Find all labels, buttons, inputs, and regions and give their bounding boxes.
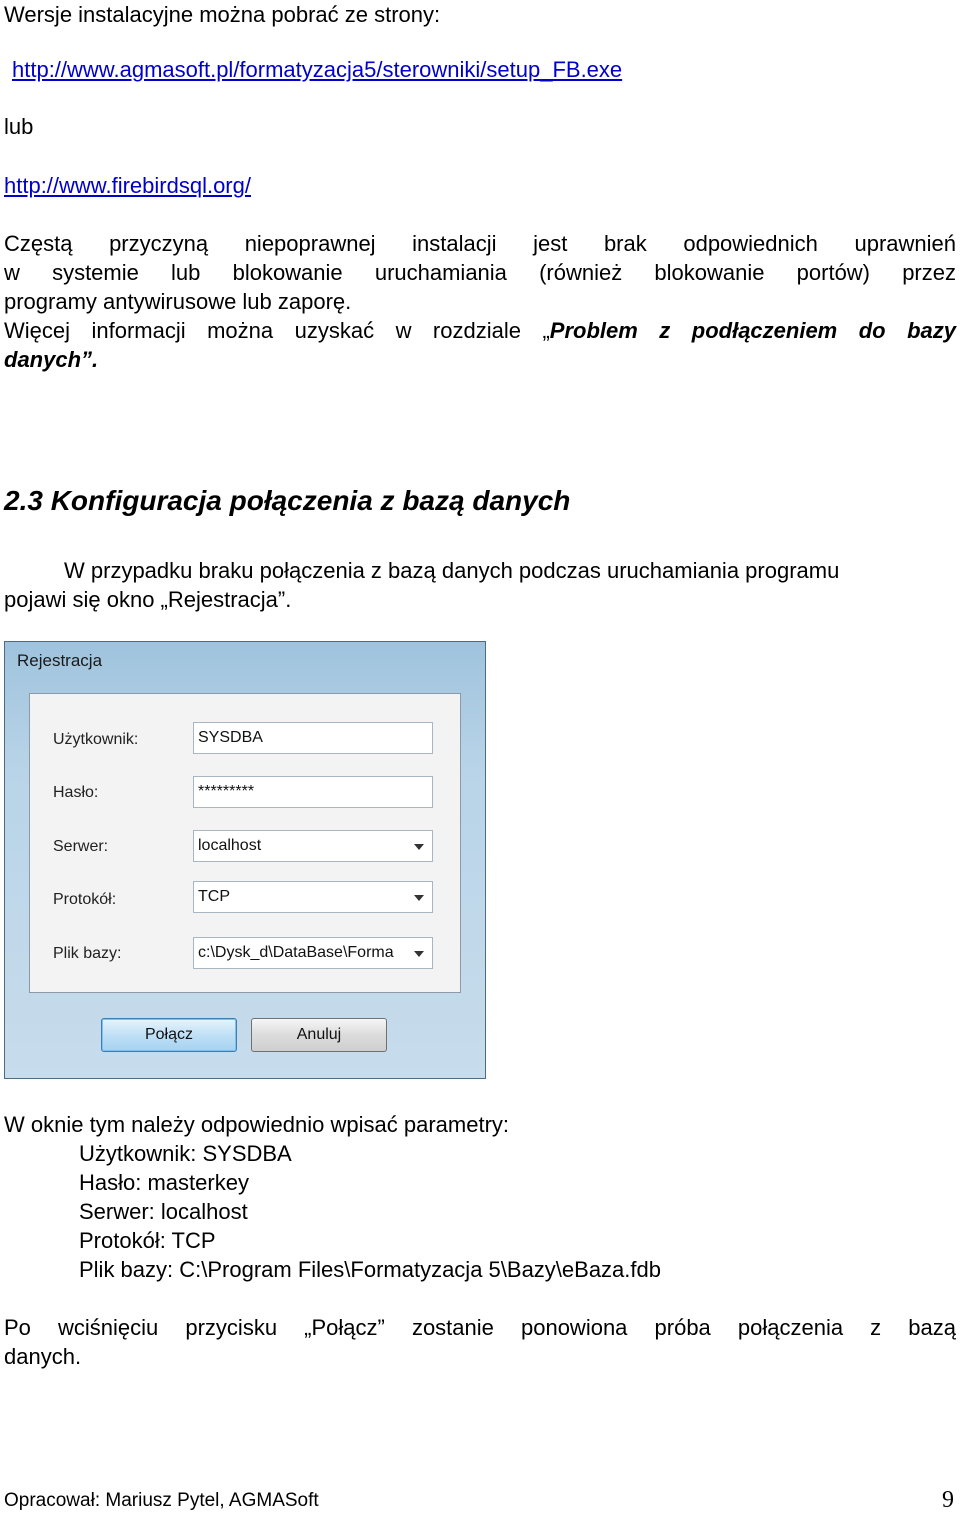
- param-item: Użytkownik: SYSDBA: [79, 1141, 292, 1166]
- download-link-firebird[interactable]: http://www.firebirdsql.org/: [4, 173, 251, 198]
- dbfile-select[interactable]: [193, 937, 433, 969]
- intro-text: Wersje instalacyjne można pobrać ze strony:: [4, 2, 441, 27]
- closing-line1: Po wciśnięciu przycisku „Połącz” zostanie ponowiona próba połączenia z bazą: [4, 1315, 956, 1340]
- password-label: Hasło:: [53, 784, 99, 801]
- para1-line3: programy antywirusowe lub zaporę.: [4, 289, 352, 314]
- user-input[interactable]: SYSDBA: [193, 722, 433, 754]
- section-heading: 2.3 Konfiguracja połączenia z bazą danych: [4, 485, 571, 516]
- server-select[interactable]: [193, 830, 433, 862]
- dialog-title: Rejestracja: [17, 651, 103, 670]
- page-number: 9: [942, 1487, 954, 1513]
- password-input[interactable]: *********: [193, 776, 433, 808]
- or-text: lub: [4, 114, 34, 139]
- para1-line2: w systemie lub blokowanie uruchamiania (również blokowanie portów) przez: [4, 260, 956, 285]
- params-intro: W oknie tym należy odpowiednio wpisać parametry:: [4, 1112, 510, 1137]
- section-line2: pojawi się okno „Rejestracja”.: [4, 587, 292, 612]
- param-item: Hasło: masterkey: [79, 1170, 249, 1195]
- para1-line4-prefix: Więcej informacji można uzyskać w rozdziale „: [4, 318, 550, 343]
- connect-button[interactable]: Połącz: [101, 1018, 237, 1052]
- server-select-value: localhost: [198, 837, 262, 854]
- protocol-select-value: TCP: [198, 888, 230, 905]
- closing-line2: danych.: [4, 1344, 82, 1369]
- protocol-label: Protokół:: [53, 891, 117, 908]
- param-item: Plik bazy: C:\Program Files\Formatyzacja 5\Bazy\eBaza.fdb: [79, 1257, 661, 1282]
- footer-author: Opracował: Mariusz Pytel, AGMASoft: [4, 1490, 319, 1511]
- protocol-select[interactable]: [193, 881, 433, 913]
- dbfile-label: Plik bazy:: [53, 945, 122, 962]
- section-line1: W przypadku braku połączenia z bazą danych podczas uruchamiania programu: [64, 558, 840, 583]
- cancel-button[interactable]: Anuluj: [251, 1018, 387, 1052]
- rejestracja-dialog: [4, 641, 486, 1079]
- param-item: Protokół: TCP: [79, 1228, 216, 1253]
- param-item: Serwer: localhost: [79, 1199, 248, 1224]
- para1-line4: [4, 316, 956, 345]
- dbfile-select-value: c:\Dysk_d\DataBase\Forma: [198, 944, 394, 961]
- chapter-reference: Problem z podłączeniem do bazy: [549, 318, 956, 343]
- chapter-reference-end: danych”.: [4, 347, 99, 372]
- server-label: Serwer:: [53, 838, 109, 855]
- user-label: Użytkownik:: [53, 731, 139, 748]
- para1-line1: Częstą przyczyną niepoprawnej instalacji jest brak odpowiednich uprawnień: [4, 231, 956, 256]
- download-link-agmasoft[interactable]: http://www.agmasoft.pl/formatyzacja5/sterowniki/setup_FB.exe: [12, 57, 623, 82]
